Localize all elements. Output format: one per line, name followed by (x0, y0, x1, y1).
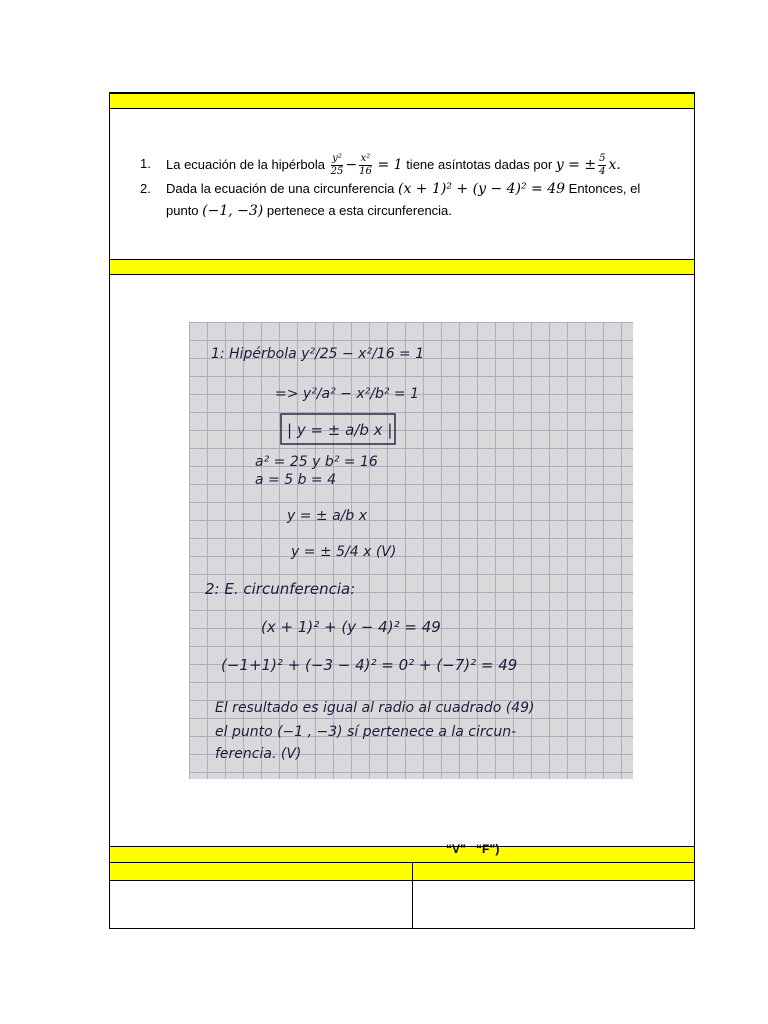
bottom-highlight-bar-2 (110, 862, 694, 881)
asymptote-end: x. (608, 156, 621, 173)
middle-highlight-bar (110, 259, 694, 275)
question-line2: punto (166, 203, 199, 218)
column-divider (412, 862, 413, 928)
hw-line-8: 2: E. circunferencia: (205, 580, 356, 598)
question-text: La ecuación de la hipérbola (166, 156, 326, 172)
true-false-label: “V” “F”) (446, 842, 500, 856)
question-text-middle: tiene asíntotas dadas por (406, 156, 553, 172)
hw-line-5: a = 5 b = 4 (255, 472, 336, 488)
question-2 (140, 178, 680, 222)
hw-line-1: 1: Hipérbola y²/25 − x²/16 = 1 (211, 346, 425, 362)
hw-line-7: y = ± 5/4 x (V) (291, 544, 397, 560)
hw-line-10: (−1+1)² + (−3 − 4)² = 0² + (−7)² = 49 (221, 656, 518, 674)
minus-sign: − (345, 156, 358, 173)
fraction-x2-16: $\frac{\text{x²}}{16}$ (359, 153, 372, 177)
document-table (109, 92, 695, 929)
bottom-highlight-bar-1 (110, 846, 694, 863)
hw-line-11: El resultado es igual al radio al cuadrado (49) (215, 700, 535, 716)
hw-line-13: ferencia. (V) (215, 746, 302, 762)
asymptote-expression: y = ± (555, 156, 597, 173)
hw-line-6: y = ± a/b x (287, 508, 368, 524)
question-text-after: Entonces, el (568, 181, 641, 196)
hw-line-4: a² = 25 y b² = 16 (255, 454, 378, 470)
fraction-y2-25: $\frac{\text{y²}}{25}$ (330, 153, 344, 177)
circle-equation: (x + 1)² + (y − 4)² = 49 (398, 181, 566, 197)
fraction-5-4: $\frac{5}{4}$ (599, 153, 606, 177)
question-line2-after: pertenece a esta circunferencia. (266, 203, 452, 218)
equals-one: = 1 (377, 156, 403, 173)
header-highlight-bar (110, 93, 694, 109)
question-number: 2. (140, 181, 151, 196)
question-text: Dada la ecuación de una circunferencia (166, 181, 395, 196)
hw-line-9: (x + 1)² + (y − 4)² = 49 (261, 618, 441, 636)
hw-line-12: el punto (−1 , −3) sí pertenece a la circun- (215, 724, 517, 740)
question-number: 1. (140, 156, 151, 171)
hw-line-3: | y = ± a/b x | (287, 421, 393, 439)
hw-line-2: => y²/a² − x²/b² = 1 (275, 386, 419, 402)
question-1 (140, 153, 680, 178)
point-coordinates: (−1, −3) (202, 203, 264, 219)
handwritten-solution-photo (189, 322, 633, 779)
question-list (140, 153, 680, 222)
